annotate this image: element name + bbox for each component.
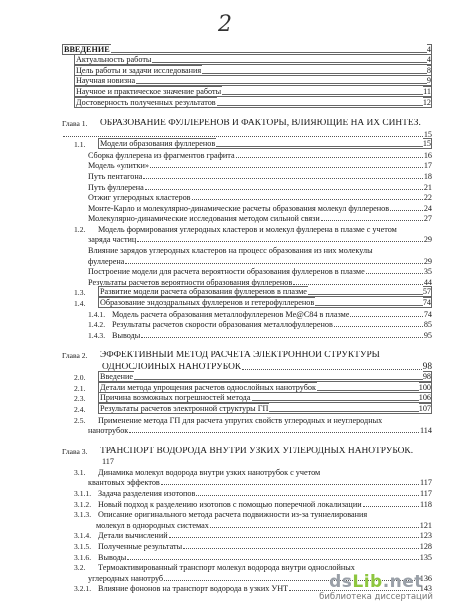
toc-entry-page: 15 xyxy=(422,139,431,149)
toc-entry xyxy=(62,192,432,203)
toc-leader-dots xyxy=(269,411,418,414)
toc-entry-title: Путь пентагона xyxy=(88,171,143,181)
toc-leader-dots xyxy=(137,240,423,242)
toc-entry-number: Глава 1. xyxy=(62,118,88,128)
toc-entry xyxy=(62,393,432,404)
toc-entry-page: 74 xyxy=(422,298,431,308)
toc-entry xyxy=(62,444,432,455)
toc-entry xyxy=(62,551,432,562)
toc-entry-page: 24 xyxy=(423,203,432,213)
toc-entry xyxy=(62,170,432,181)
toc-entry-number: 3.1.6. xyxy=(74,552,92,562)
toc-entry-title: Полученные результаты xyxy=(98,541,183,551)
toc-entry xyxy=(62,213,432,224)
toc-entry xyxy=(62,139,432,150)
toc-entry xyxy=(62,202,432,213)
toc-entry-title: Путь фуллерена xyxy=(88,182,144,192)
page-number: 2 xyxy=(218,12,232,37)
toc-entry-title: Применение метода ГП для расчета упругих свойств углеродных и неуглеродных xyxy=(98,415,383,425)
toc-entry xyxy=(62,44,432,55)
toc-entry-number: 3.1.3. xyxy=(74,510,92,520)
toc-leader-dots xyxy=(127,558,418,560)
toc-entry xyxy=(62,372,432,383)
toc-entry-number: 1.3. xyxy=(74,288,86,298)
toc-entry-page: 44 xyxy=(423,277,432,287)
toc-entry xyxy=(62,287,432,298)
toc-entry-title: Описание оригинального метода расчета подвижности из-за туннелирования xyxy=(98,510,368,520)
toc-leader-dots xyxy=(150,166,423,168)
toc-entry-title: Динамика молекул водорода внутри узких нанотрубок с учетом xyxy=(98,467,321,477)
toc-entry-title: Модель «улитки» xyxy=(88,161,149,171)
toc-leader-dots xyxy=(129,431,419,433)
toc-entry-page: 4 xyxy=(426,55,431,65)
toc-leader-dots xyxy=(293,283,423,285)
toc-entry-page: 9 xyxy=(426,76,431,86)
toc-entry xyxy=(62,349,432,360)
toc-entry-title: нанотрубок xyxy=(88,426,129,436)
toc-entry xyxy=(62,319,432,330)
toc-entry-title: Результаты расчетов скорости образования металлофуллеренов xyxy=(112,320,333,330)
toc-leader-dots xyxy=(161,483,419,485)
toc-leader-dots xyxy=(363,505,419,507)
toc-entry-number: 1.1. xyxy=(74,140,86,150)
toc-entry-title: Актуальность работы xyxy=(76,55,152,65)
toc-entry-page: 128 xyxy=(419,541,432,551)
toc-entry-page: 17 xyxy=(423,161,432,171)
toc-entry-title: Цель работы и задачи исследования xyxy=(76,65,202,75)
toc-entry-title: Научная новизна xyxy=(76,76,136,86)
toc-entry-page: 117 xyxy=(420,488,432,498)
toc-entry-page: 95 xyxy=(423,330,432,340)
toc-entry-page: 98 xyxy=(422,372,431,382)
toc-entry-title: Результаты расчетов электронной структуры ГП xyxy=(100,403,269,413)
dslib-logo: dsLib.net xyxy=(329,572,423,592)
toc-leader-dots xyxy=(202,73,427,76)
toc-entry-title: Влияние зарядов углеродных кластеров на процесс образования из них молекулы xyxy=(88,246,373,256)
toc-entry xyxy=(62,266,432,277)
toc-leader-dots xyxy=(390,209,423,211)
toc-entry-page: 100 xyxy=(418,382,431,392)
toc-entry-title: Выводы xyxy=(112,330,141,340)
toc-entry xyxy=(62,128,432,139)
toc-leader-dots xyxy=(196,494,419,496)
toc-entry-title: Построение модели для расчета вероятности образования фуллеренов в плазме xyxy=(88,267,365,277)
toc-entry xyxy=(62,255,432,266)
toc-entry-page: 16 xyxy=(423,150,432,160)
toc-entry-number: 3.1.2. xyxy=(74,499,92,509)
toc-entry-number: Глава 2. xyxy=(62,351,88,361)
toc-entry-title: Детали метода упрощения расчетов однослойных нанотрубок xyxy=(100,382,317,392)
toc-leader-dots xyxy=(308,294,423,297)
toc-leader-dots xyxy=(321,219,423,221)
toc-entry xyxy=(62,466,432,477)
toc-entry-number: 1.4.1. xyxy=(88,309,106,319)
toc-entry-number: 2.3. xyxy=(74,394,86,404)
toc-entry xyxy=(62,244,432,255)
toc-entry-title: заряда частиц xyxy=(88,235,137,245)
toc-leader-dots xyxy=(192,198,423,200)
toc-entry xyxy=(62,425,432,436)
toc-entry xyxy=(62,360,432,371)
toc-leader-dots xyxy=(222,94,423,97)
toc-entry-page: 135 xyxy=(419,552,432,562)
toc-leader-dots xyxy=(169,536,419,538)
toc-entry-page: 8 xyxy=(426,65,431,75)
dslib-watermark[interactable] xyxy=(310,572,442,606)
toc-entry-number: 3.1.1. xyxy=(74,488,92,498)
toc-entry-number: 3.2. xyxy=(74,563,86,573)
toc-entry-page: 121 xyxy=(419,520,432,530)
toc-entry-page: 57 xyxy=(422,287,431,297)
toc-entry xyxy=(62,276,432,287)
toc-entry-number: 1.4.2. xyxy=(88,320,106,330)
toc-entry xyxy=(62,160,432,171)
toc-entry xyxy=(62,477,432,488)
toc-entry xyxy=(62,414,432,425)
toc-leader-dots xyxy=(111,52,427,55)
toc-entry-number: 2.1. xyxy=(74,383,86,393)
dslib-subtitle: библиотека диссертаций xyxy=(319,592,433,602)
toc-entry-page: 106 xyxy=(418,393,431,403)
toc-entry-page: 4 xyxy=(426,44,431,54)
toc-entry-page: 114 xyxy=(420,426,432,436)
toc-entry-page: 98 xyxy=(422,361,432,372)
toc-entry-title: Сборка фуллерена из фрагментов графита xyxy=(88,150,235,160)
toc-entry-page: 117 xyxy=(420,478,432,488)
toc-entry xyxy=(62,403,432,414)
toc-entry-number: 3.1. xyxy=(74,467,86,477)
toc-entry-title: Термоактивированный транспорт молекул водорода внутри однослойных xyxy=(98,563,355,573)
toc-entry-page: 27 xyxy=(423,214,432,224)
toc-leader-dots xyxy=(63,135,423,137)
toc-entry-title: ОБРАЗОВАНИЕ ФУЛЛЕРЕНОВ И ФАКТОРЫ, ВЛИЯЮЩИЕ НА ИХ СИНТЕЗ. xyxy=(100,118,421,128)
toc-entry-page: 15 xyxy=(423,129,432,139)
toc-entry xyxy=(62,562,432,573)
toc-leader-dots xyxy=(366,272,423,274)
toc-entry xyxy=(62,519,432,530)
toc-leader-dots xyxy=(210,526,419,528)
toc-entry xyxy=(62,55,432,66)
toc-leader-dots xyxy=(125,262,422,264)
toc-entry-title: молекул в однородных системах xyxy=(96,520,209,530)
toc-entry-page: 22 xyxy=(423,193,432,203)
toc-entry-number: 1.2. xyxy=(74,224,86,234)
toc-leader-dots xyxy=(315,305,423,308)
toc-entry-title: Монте-Карло и молекулярно-динамические расчеты образования молекул фуллеренов xyxy=(88,203,390,213)
toc-entry xyxy=(62,540,432,551)
toc-leader-dots xyxy=(145,188,423,190)
toc-entry xyxy=(62,509,432,520)
toc-entry xyxy=(62,297,432,308)
toc-entry-title: Развитие модели расчета образования фуллеренов в плазме xyxy=(100,287,307,297)
toc-entry-number: 3.1.5. xyxy=(74,541,92,551)
toc-leader-dots xyxy=(236,156,423,158)
toc-leader-dots xyxy=(242,368,422,370)
toc-entry-page: 85 xyxy=(423,320,432,330)
toc-entry-title: ОДНОСЛОЙНЫХ НАНОТРУБОК xyxy=(102,362,242,372)
toc-entry-title: Модель формирования углеродных кластеров и молекул фуллерена в плазме с учетом xyxy=(98,224,397,234)
toc-entry-title: Выводы xyxy=(98,552,127,562)
toc-entry xyxy=(62,456,432,467)
toc-leader-dots xyxy=(143,177,422,179)
toc-entry-title: Задача разделения изотопов xyxy=(98,488,196,498)
toc-entry xyxy=(62,498,432,509)
toc-entry-title: Новый подход к разделению изотопов с помощью поперечной локализации xyxy=(98,499,362,509)
toc-entry xyxy=(62,181,432,192)
toc-leader-dots xyxy=(317,390,419,393)
toc-entry-number: 1.4.3. xyxy=(88,330,106,340)
toc-entry xyxy=(62,149,432,160)
toc-entry-page: 35 xyxy=(423,267,432,277)
toc-entry-title: Отжиг углеродных кластеров xyxy=(88,193,191,203)
toc-entry xyxy=(62,382,432,393)
toc-entry-page: 118 xyxy=(420,499,432,509)
toc-entry-number: 3.2.1. xyxy=(74,584,92,594)
toc-entry-title: ЭФФЕКТИВНЫЙ МЕТОД РАСЧЕТА ЭЛЕКТРОННОЙ СТРУКТУРЫ xyxy=(100,351,380,361)
toc-entry xyxy=(62,234,432,245)
toc-entry-number: 2.4. xyxy=(74,404,86,414)
toc-entry-title: Модели образования фуллеренов xyxy=(100,139,216,149)
toc-leader-dots xyxy=(252,400,419,403)
toc-entry-number: 1.4. xyxy=(74,299,86,309)
toc-entry-title: Научное и практическое значение работы xyxy=(76,86,222,96)
toc-entry-page: 11 xyxy=(423,86,431,96)
toc-leader-dots xyxy=(217,105,423,108)
toc-entry-page: 143 xyxy=(419,584,432,594)
toc-entry xyxy=(62,117,432,128)
toc-entry xyxy=(62,97,432,108)
toc-entry-title: фуллерена xyxy=(88,256,125,266)
toc-entry xyxy=(62,65,432,76)
toc-entry-title: Молекулярно-динамические исследования методом сильной связи xyxy=(88,214,320,224)
toc-entry-title: Детали вычислений xyxy=(98,531,168,541)
toc-leader-dots xyxy=(334,325,423,327)
toc-entry-title: углеродных нанотруб xyxy=(88,573,164,583)
toc-entry-number: 3.1.4. xyxy=(74,531,92,541)
toc-entry-page: 123 xyxy=(419,531,432,541)
toc-leader-dots xyxy=(216,146,423,149)
toc-entry-page: 136 xyxy=(419,573,432,583)
toc-entry-page: 107 xyxy=(418,403,431,413)
toc-entry-title: Образование эндоэдральных фуллеренов и гетерофуллеренов xyxy=(100,298,315,308)
toc-entry-title: Влияние фононов на транспорт водорода в узких УНТ xyxy=(98,584,289,594)
toc-entry-title: Достоверность полученных результатов xyxy=(76,97,216,107)
toc-entry xyxy=(62,223,432,234)
toc-entry-title: 117 xyxy=(102,457,114,467)
toc-entry-title: ТРАНСПОРТ ВОДОРОДА ВНУТРИ УЗКИХ УГЛЕРОДНЫХ НАНОТРУБОК. xyxy=(100,446,414,456)
toc-entry-title: Модель расчета образования металлофуллеренов Me@C84 в плазме xyxy=(112,309,350,319)
toc-leader-dots xyxy=(141,336,423,338)
toc-entry-page: 18 xyxy=(423,171,432,181)
toc-entry-number: 2.0. xyxy=(74,373,86,383)
toc-entry-title: Введение xyxy=(100,372,134,382)
toc-entry xyxy=(62,308,432,319)
toc-entry xyxy=(62,86,432,97)
toc-entry-page: 29 xyxy=(423,235,432,245)
toc-entry-title: ВВЕДЕНИЕ xyxy=(64,44,110,54)
toc-entry-title: Причина возможных погрешностей метода xyxy=(100,393,251,403)
toc-leader-dots xyxy=(183,547,419,549)
toc-entry-page: 74 xyxy=(423,309,432,319)
toc-entry-title: квантовых эффектов xyxy=(88,478,160,488)
toc-entry-title: Результаты расчетов вероятности образования фуллеренов xyxy=(88,277,293,287)
toc-entry xyxy=(62,487,432,498)
toc-entry xyxy=(62,329,432,340)
toc-entry-page: 12 xyxy=(422,97,431,107)
toc-entry-page: 29 xyxy=(423,256,432,266)
toc-entry-page: 21 xyxy=(423,182,432,192)
toc-entry xyxy=(62,76,432,87)
toc-leader-dots xyxy=(350,315,422,317)
table-of-contents xyxy=(62,44,432,593)
toc-entry xyxy=(62,530,432,541)
toc-entry-number: 2.5. xyxy=(74,415,86,425)
toc-entry-number: Глава 3. xyxy=(62,446,88,456)
